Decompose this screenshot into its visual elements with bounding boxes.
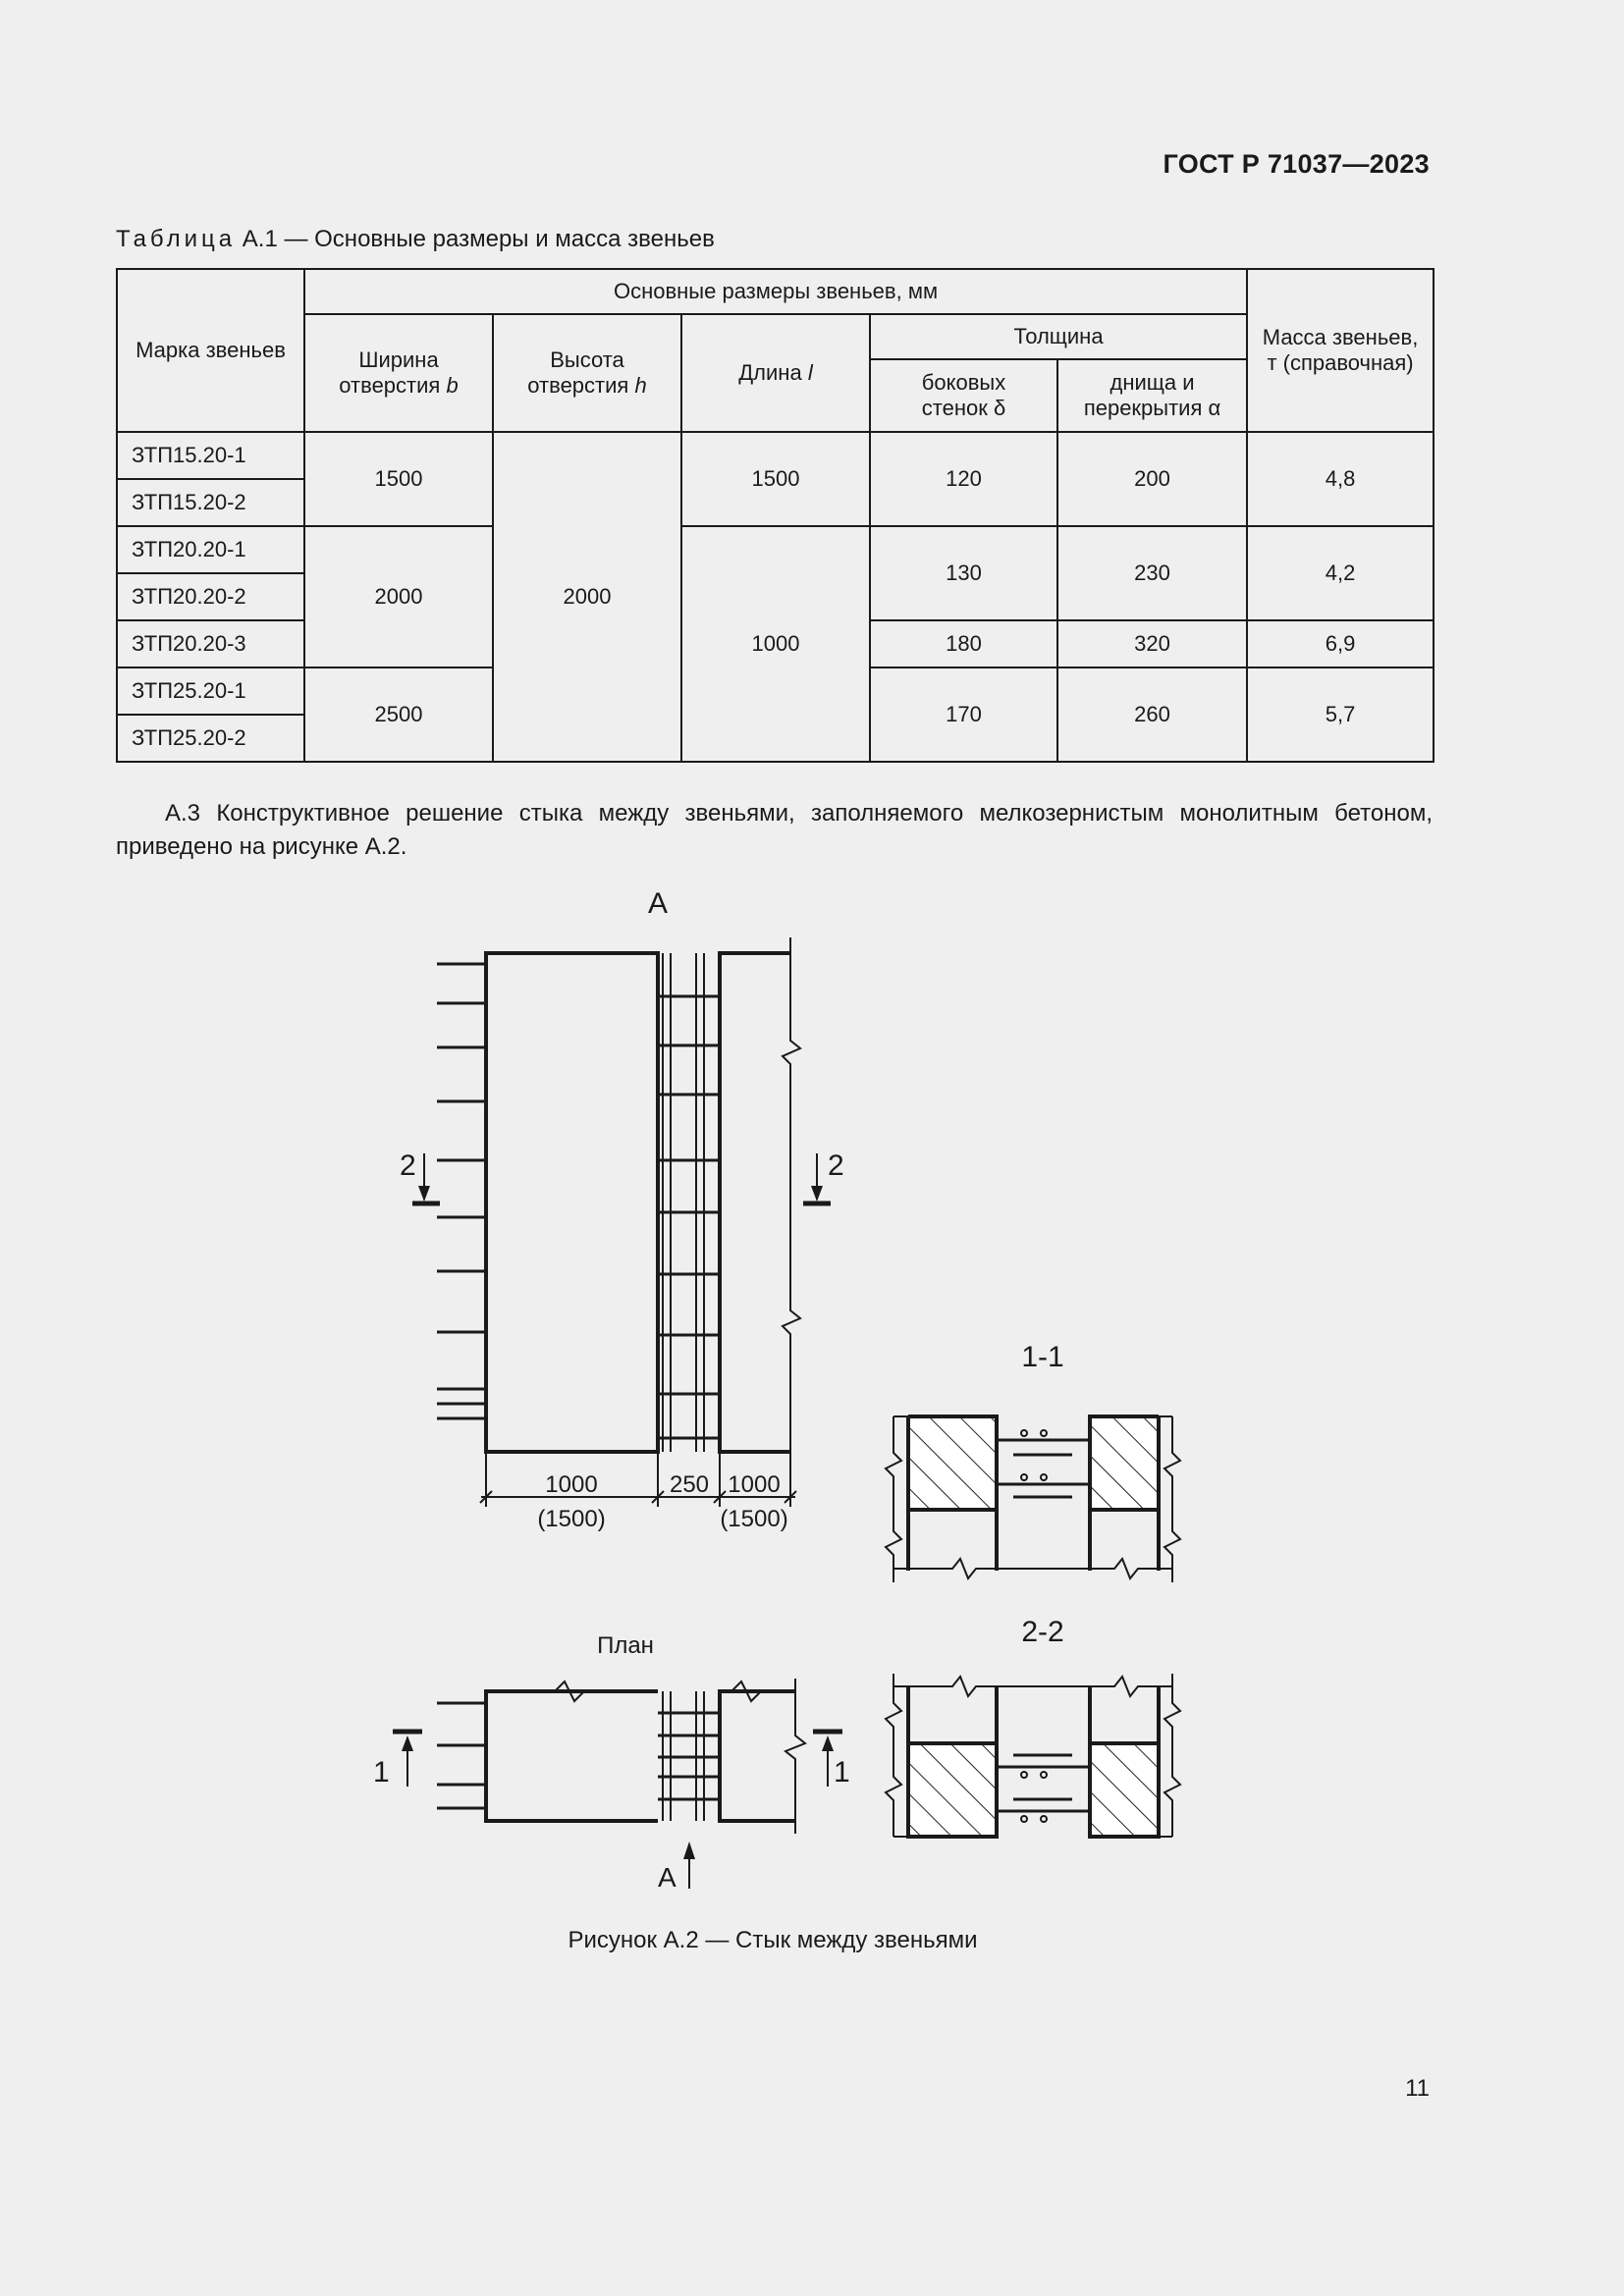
section-2-2-title: 2-2 <box>1021 1616 1064 1648</box>
mark-cell: ЗТП25.20-1 <box>117 667 304 715</box>
mass-cell: 5,7 <box>1247 667 1434 762</box>
plan-view <box>393 1679 842 1889</box>
plan-label: План <box>597 1632 654 1659</box>
view-a-elevation <box>412 937 831 1507</box>
side-cell: 180 <box>870 620 1057 667</box>
dim-1500-right: (1500) <box>720 1506 788 1532</box>
header-main-sizes: Основные размеры звеньев, мм <box>304 269 1247 314</box>
dim-250: 250 <box>669 1471 710 1498</box>
section-1-left-label: 1 <box>373 1756 390 1789</box>
bottom-cell: 230 <box>1057 526 1247 620</box>
dim-1000-left: 1000 <box>545 1471 598 1498</box>
header-width: Ширина отверстия b <box>304 314 493 432</box>
header-mark: Марка звеньев <box>117 269 304 432</box>
bottom-cell: 200 <box>1057 432 1247 526</box>
mark-cell: ЗТП20.20-1 <box>117 526 304 573</box>
width-cell: 2500 <box>304 667 493 762</box>
header-bottom: днища и перекрытия α <box>1057 359 1247 432</box>
width-cell: 1500 <box>304 432 493 526</box>
figure-caption: Рисунок А.2 — Стык между звеньями <box>568 1927 978 1953</box>
length-cell: 1000 <box>681 526 870 762</box>
side-cell: 170 <box>870 667 1057 762</box>
bottom-cell: 260 <box>1057 667 1247 762</box>
mark-cell: ЗТП15.20-2 <box>117 479 304 526</box>
table-caption-text: А.1 — Основные размеры и масса звеньев <box>242 226 715 252</box>
section-2-left-label: 2 <box>400 1149 416 1182</box>
length-cell: 1500 <box>681 432 870 526</box>
mark-cell: ЗТП15.20-1 <box>117 432 304 479</box>
header-height: Высота отверстия h <box>493 314 681 432</box>
header-side: боковых стенок δ <box>870 359 1057 432</box>
side-cell: 120 <box>870 432 1057 526</box>
page-number: 11 <box>1405 2075 1430 2102</box>
header-length: Длина l <box>681 314 870 432</box>
height-cell: 2000 <box>493 432 681 762</box>
dim-1500-left: (1500) <box>537 1506 606 1532</box>
section-1-right-label: 1 <box>834 1756 850 1789</box>
section-2-right-label: 2 <box>828 1149 844 1182</box>
bottom-cell: 320 <box>1057 620 1247 667</box>
document-code: ГОСТ Р 71037—2023 <box>1163 149 1430 179</box>
section-1-1 <box>886 1416 1180 1582</box>
view-a-label: А <box>647 887 669 920</box>
mark-cell: ЗТП20.20-2 <box>117 573 304 620</box>
section-2-2 <box>886 1674 1180 1837</box>
section-1-1-title: 1-1 <box>1021 1341 1064 1373</box>
header-thickness: Толщина <box>870 314 1247 359</box>
paragraph-a3: А.3 Конструктивное решение стыка между звеньями, заполняемого мелкозернистым монолитным бетоном, приведено на рисунке А.2. <box>116 800 1433 860</box>
dim-1000-right: 1000 <box>728 1471 781 1498</box>
side-cell: 130 <box>870 526 1057 620</box>
width-cell: 2000 <box>304 526 493 667</box>
header-mass: Масса звеньев, т (справочная) <box>1247 269 1434 432</box>
mass-cell: 4,8 <box>1247 432 1434 526</box>
mark-cell: ЗТП20.20-3 <box>117 620 304 667</box>
arrow-a-label: А <box>658 1862 677 1893</box>
table-caption-label: Таблица <box>116 226 237 252</box>
mark-cell: ЗТП25.20-2 <box>117 715 304 762</box>
mass-cell: 6,9 <box>1247 620 1434 667</box>
mass-cell: 4,2 <box>1247 526 1434 620</box>
